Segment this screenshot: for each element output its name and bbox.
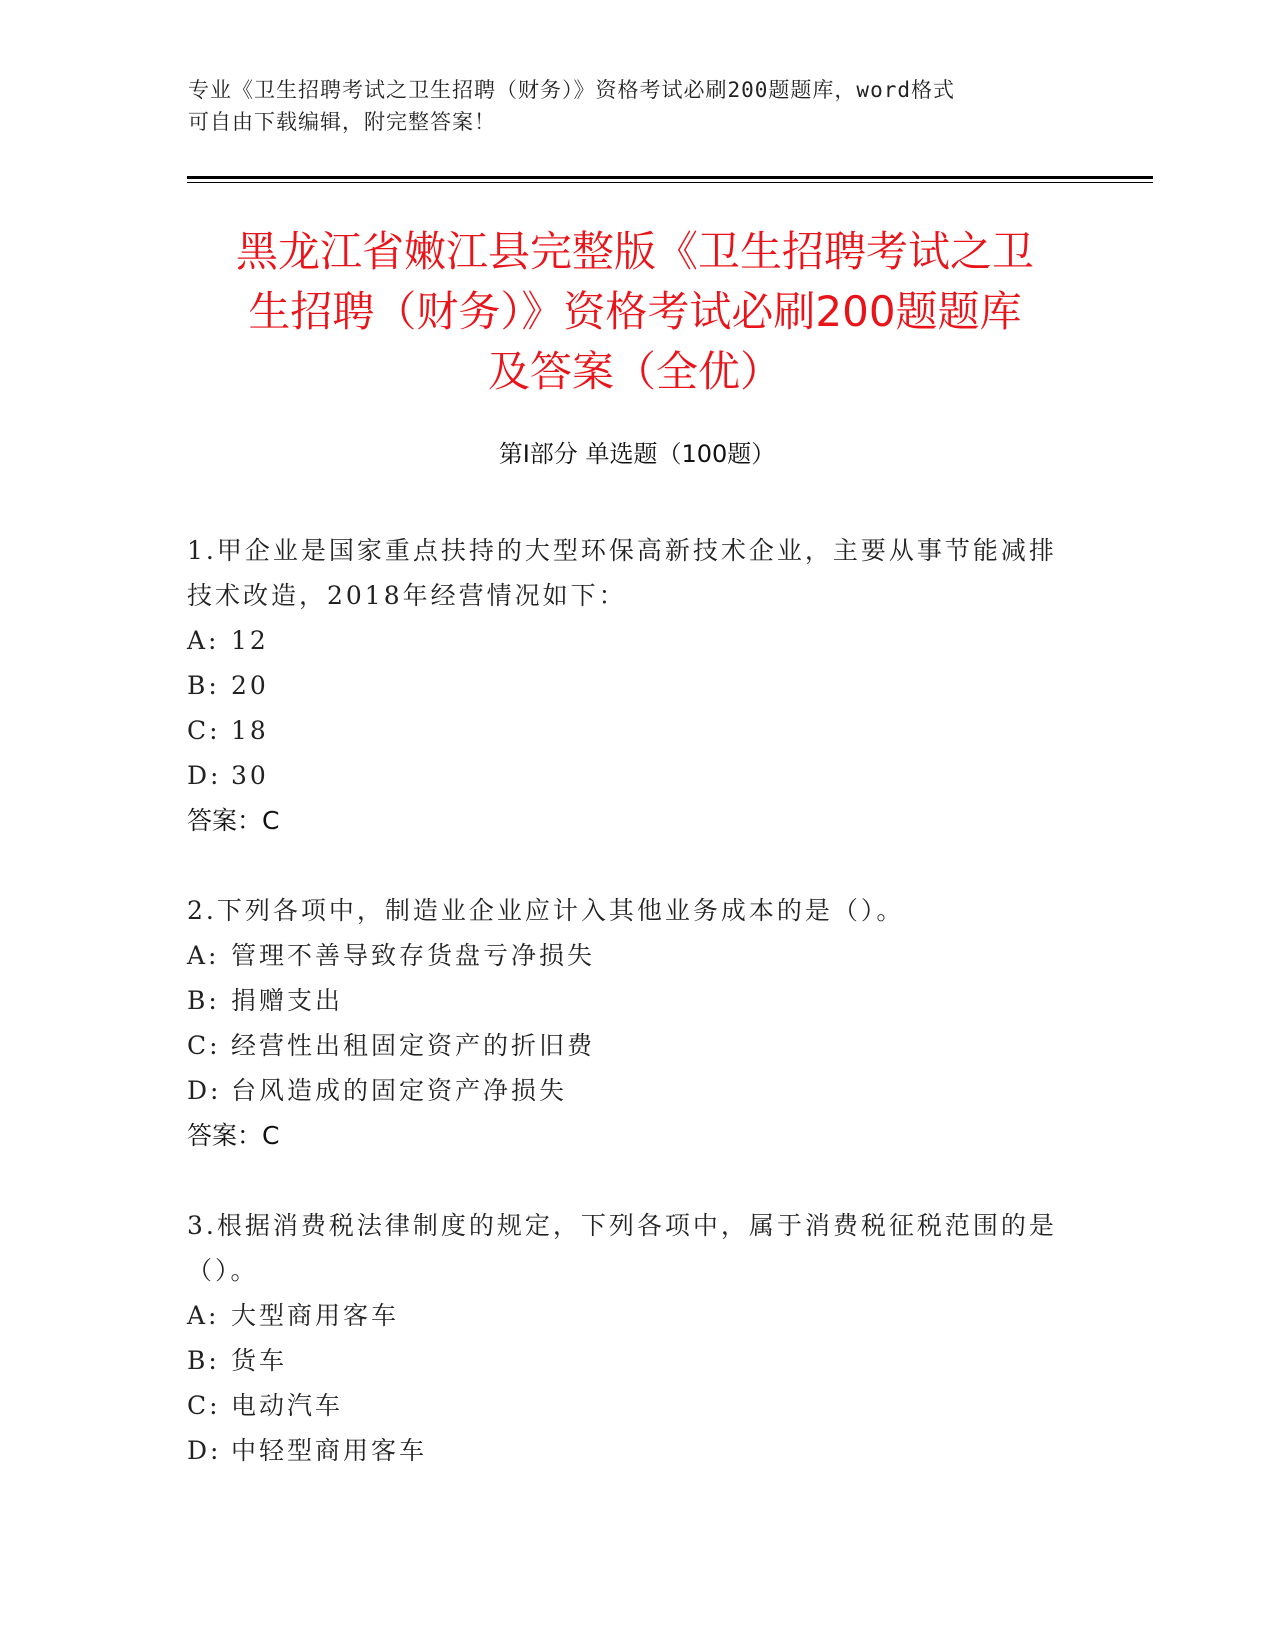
option-key: A: [187, 626, 220, 655]
option-text: 管理不善导致存货盘亏净损失 [231, 941, 596, 970]
option-key: D: [187, 761, 222, 790]
option-text: 台风造成的固定资产净损失 [231, 1076, 568, 1105]
option-d [187, 753, 1067, 798]
option-text: 30 [231, 761, 269, 790]
document-title-line-3: 及答案（全优） [487, 347, 782, 396]
option-c [187, 708, 1067, 753]
answer-line: 答案：C [187, 1121, 280, 1150]
option-text: 中轻型商用客车 [231, 1436, 428, 1465]
option-key: D: [187, 1436, 222, 1465]
document-title [180, 222, 1090, 402]
section-title: 第Ⅰ部分 单选题（100题） [498, 440, 776, 468]
header-note-line-2: 可自由下载编辑，附完整答案！ [188, 110, 496, 134]
option-b [187, 1338, 1067, 1383]
option-b [187, 663, 1067, 708]
option-a [187, 618, 1067, 663]
option-a [187, 1293, 1067, 1338]
option-key: B: [187, 1346, 220, 1375]
option-d [187, 1428, 1067, 1473]
option-d [187, 1068, 1067, 1113]
option-text: 18 [231, 716, 269, 745]
header-note [188, 74, 1068, 138]
option-text: 捐赠支出 [231, 986, 344, 1015]
option-text: 电动汽车 [231, 1391, 344, 1420]
option-key: A: [187, 941, 220, 970]
answer-line: 答案：C [187, 806, 280, 835]
option-key: C: [187, 716, 221, 745]
option-text: 12 [231, 626, 269, 655]
option-key: B: [187, 671, 220, 700]
question-stem: 3.根据消费税法律制度的规定，下列各项中，属于消费税征税范围的是（）。 [187, 1211, 1057, 1285]
option-text: 大型商用客车 [231, 1301, 400, 1330]
question-1 [187, 528, 1067, 843]
question-2 [187, 888, 1067, 1158]
option-c [187, 1383, 1067, 1428]
question-3 [187, 1203, 1067, 1473]
option-b [187, 978, 1067, 1023]
document-title-line-1: 黑龙江省嫩江县完整版《卫生招聘考试之卫 [235, 227, 1034, 276]
option-key: C: [187, 1031, 221, 1060]
option-key: A: [187, 1301, 220, 1330]
document-title-line-2: 生招聘（财务）》资格考试必刷200题题库 [248, 287, 1022, 336]
header-note-line-1: 专业《卫生招聘考试之卫生招聘（财务）》资格考试必刷200题题库，word格式 [188, 78, 955, 102]
option-a [187, 933, 1067, 978]
option-key: C: [187, 1391, 221, 1420]
option-key: B: [187, 986, 220, 1015]
option-text: 货车 [231, 1346, 288, 1375]
option-key: D: [187, 1076, 222, 1105]
option-c [187, 1023, 1067, 1068]
question-stem: 2.下列各项中，制造业企业应计入其他业务成本的是（）。 [187, 896, 905, 925]
question-list [187, 528, 1067, 1518]
header-divider-thick [187, 176, 1153, 179]
option-text: 20 [231, 671, 269, 700]
header-divider-thin [187, 182, 1153, 183]
option-text: 经营性出租固定资产的折旧费 [231, 1031, 596, 1060]
question-stem: 1.甲企业是国家重点扶持的大型环保高新技术企业，主要从事节能减排技术改造，2018年经营情况如下： [187, 536, 1057, 610]
